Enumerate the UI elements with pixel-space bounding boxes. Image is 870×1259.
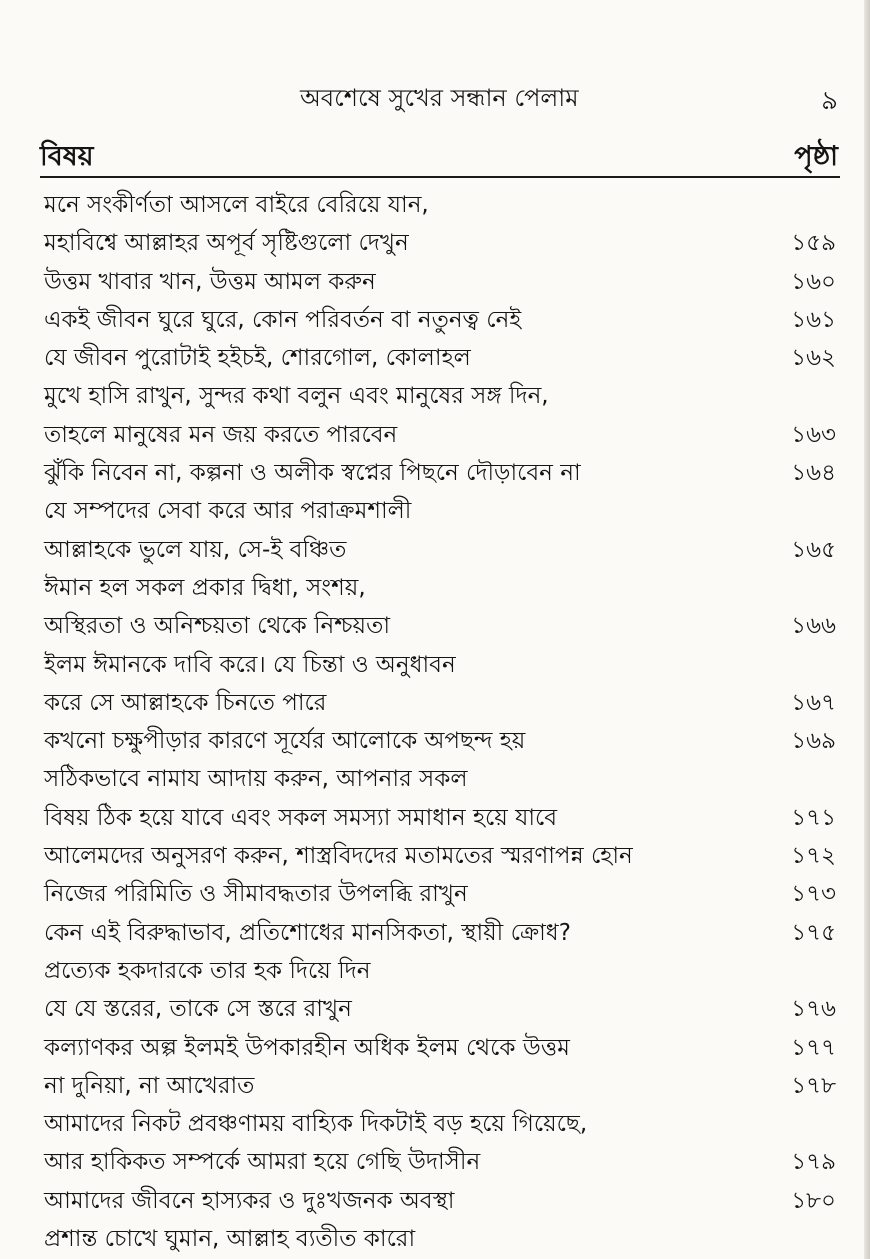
toc-entry-title: তাহলে মানুষের মন জয় করতে পারবেন bbox=[44, 421, 398, 448]
toc-entry bbox=[44, 952, 840, 990]
toc-entry-title: আমাদের নিকট প্রবঞ্চণাময় বাহ্যিক দিকটাই বড় হয়ে গিয়েছে, bbox=[44, 1111, 588, 1138]
toc-entry-page: ১৮০ bbox=[791, 1187, 836, 1214]
toc-entry bbox=[44, 224, 840, 262]
toc-entry bbox=[44, 1143, 840, 1181]
toc-entry-title: যে সম্পদের সেবা করে আর পরাক্রমশালী bbox=[44, 498, 412, 525]
toc-entry bbox=[44, 684, 840, 722]
toc-entry-title: বিষয় ঠিক হয়ে যাবে এবং সকল সমস্যা সমাধান হয়ে যাবে bbox=[44, 804, 558, 831]
toc-entry bbox=[44, 263, 840, 301]
toc-entry bbox=[44, 760, 840, 798]
toc-entry-title: ইলম ঈমানকে দাবি করে। যে চিন্তা ও অনুধাবন bbox=[44, 651, 456, 678]
toc-entry-title: সঠিকভাবে নামায আদায় করুন, আপনার সকল bbox=[44, 766, 468, 793]
toc-entry bbox=[44, 1182, 840, 1220]
toc-entry-page: ১৭৯ bbox=[791, 1149, 836, 1176]
toc-entry-page: ১৬৫ bbox=[791, 536, 836, 563]
toc-entry-title: উত্তম খাবার খান, উত্তম আমল করুন bbox=[44, 268, 376, 295]
page-edge-shadow bbox=[864, 0, 870, 1259]
page-column-label: পৃষ্ঠা bbox=[794, 141, 838, 172]
toc-entry bbox=[44, 1220, 840, 1258]
toc-entry-title: প্রত্যেক হকদারকে তার হক দিয়ে দিন bbox=[44, 957, 371, 984]
toc-entry-page: ১৬৬ bbox=[791, 613, 836, 640]
toc-entry bbox=[44, 531, 840, 569]
toc-entry-title: কল্যাণকর অল্প ইলমই উপকারহীন অধিক ইলম থেকে উত্তম bbox=[44, 1034, 570, 1061]
toc-entry bbox=[44, 722, 840, 760]
toc-entry-page: ১৫৯ bbox=[791, 230, 836, 257]
toc-entry-title: আমাদের জীবনে হাস্যকর ও দুঃখজনক অবস্থা bbox=[44, 1187, 455, 1214]
toc-entry-page: ১৭১ bbox=[791, 804, 836, 831]
toc-entry-title: মহাবিশ্বে আল্লাহর অপূর্ব সৃষ্টিগুলো দেখুন bbox=[44, 230, 409, 257]
toc-entry-page: ১৭৭ bbox=[791, 1034, 836, 1061]
toc-entry-title: যে জীবন পুরোটাই হইচই, শোরগোল, কোলাহল bbox=[44, 345, 471, 372]
toc-entry-title: একই জীবন ঘুরে ঘুরে, কোন পরিবর্তন বা নতুনত্ব নেই bbox=[44, 306, 522, 333]
toc-entry-title: নিজের পরিমিতি ও সীমাবদ্ধতার উপলব্ধি রাখুন bbox=[44, 881, 468, 908]
toc-entry bbox=[44, 569, 840, 607]
toc-entry bbox=[44, 646, 840, 684]
toc-entry-title: প্রশান্ত চোখে ঘুমান, আল্লাহ ব্যতীত কারো bbox=[44, 1226, 416, 1253]
toc-entry bbox=[44, 990, 840, 1028]
toc-entry bbox=[44, 1067, 840, 1105]
toc-entry-page: ১৬৪ bbox=[791, 460, 836, 487]
toc-entry-title: ঝুঁকি নিবেন না, কল্পনা ও অলীক স্বপ্নের পিছনে দৌড়াবেন না bbox=[44, 460, 581, 487]
toc-entry bbox=[44, 1105, 840, 1143]
toc-entry bbox=[44, 186, 840, 224]
toc-entry-title: কেন এই বিরুদ্ধাভাব, প্রতিশোধের মানসিকতা, স্থায়ী ক্রোধ? bbox=[44, 919, 571, 946]
toc-entry-page: ১৬১ bbox=[791, 306, 836, 333]
toc-entry-title: আল্লাহকে ভুলে যায়, সে-ই বঞ্চিত bbox=[44, 536, 347, 563]
toc-entry-page: ১৭৫ bbox=[791, 919, 836, 946]
toc-entry-title: মনে সংকীর্ণতা আসলে বাইরে বেরিয়ে যান, bbox=[44, 192, 429, 218]
toc-entry-page: ১৬৯ bbox=[791, 728, 836, 755]
toc-entry-page: ১৬০ bbox=[791, 268, 836, 295]
subject-column-label: বিষয় bbox=[40, 141, 94, 172]
toc-entry-page: ১৭৮ bbox=[791, 1072, 836, 1099]
toc-entry-title: না দুনিয়া, না আখেরাত bbox=[44, 1072, 255, 1099]
toc-entry-page: ১৭৩ bbox=[791, 881, 836, 908]
toc-entry-page: ১৬৭ bbox=[791, 689, 836, 716]
toc-entry-title: কখনো চক্ষুপীড়ার কারণে সূর্যের আলোকে অপছন্দ হয় bbox=[44, 728, 526, 755]
page-number: ৯ bbox=[821, 86, 838, 116]
toc-entry-title: অস্থিরতা ও অনিশ্চয়তা থেকে নিশ্চয়তা bbox=[44, 613, 391, 640]
toc-entry bbox=[44, 875, 840, 913]
toc-entry-title: করে সে আল্লাহকে চিনতে পারে bbox=[44, 689, 327, 716]
toc-entry-title: আর হাকিকত সম্পর্কে আমরা হয়ে গেছি উদাসীন bbox=[44, 1149, 481, 1176]
toc-entry-page: ১৭৬ bbox=[791, 996, 836, 1023]
toc-entry bbox=[44, 607, 840, 645]
toc-entry bbox=[44, 914, 840, 952]
toc-entry bbox=[44, 837, 840, 875]
toc-entry bbox=[44, 416, 840, 454]
toc-entry bbox=[44, 301, 840, 339]
toc-entry-page: ১৬৩ bbox=[791, 421, 836, 448]
toc-entry bbox=[44, 1029, 840, 1067]
running-header bbox=[0, 80, 870, 116]
toc-entry bbox=[44, 799, 840, 837]
toc-column-header bbox=[40, 136, 840, 178]
toc-entry bbox=[44, 339, 840, 377]
running-title: অবশেষে সুখের সন্ধান পেলাম bbox=[300, 84, 579, 112]
table-of-contents bbox=[44, 186, 840, 1258]
toc-entry-title: ঈমান হল সকল প্রকার দ্বিধা, সংশয়, bbox=[44, 574, 366, 601]
toc-entry bbox=[44, 377, 840, 415]
toc-entry bbox=[44, 454, 840, 492]
toc-entry-title: যে যে স্তরের, তাকে সে স্তরে রাখুন bbox=[44, 996, 352, 1023]
toc-entry-page: ১৭২ bbox=[791, 843, 836, 870]
toc-entry bbox=[44, 492, 840, 530]
toc-entry-title: আলেমদের অনুসরণ করুন, শাস্ত্রবিদদের মতামতের স্মরণাপন্ন হোন bbox=[44, 843, 633, 870]
toc-entry-title: মুখে হাসি রাখুন, সুন্দর কথা বলুন এবং মানুষের সঙ্গ দিন, bbox=[44, 383, 549, 410]
toc-entry-page: ১৬২ bbox=[791, 345, 836, 372]
